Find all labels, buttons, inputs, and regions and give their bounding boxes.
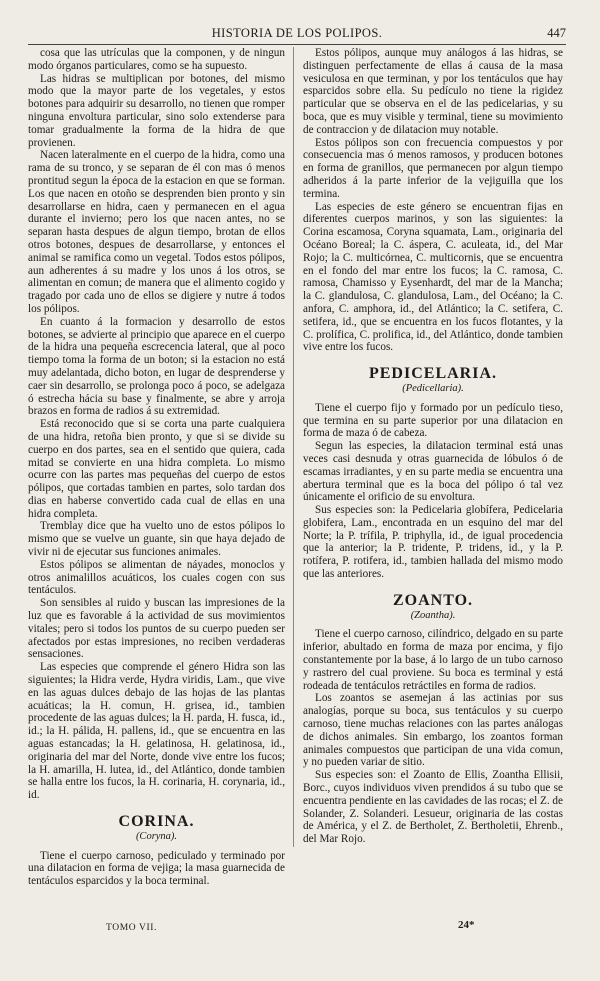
footer-signature: 24*	[458, 919, 475, 931]
paragraph: Nacen lateralmente en el cuerpo de la hidra, como una rama de su tronco, y se separan de él con mas ó menos prontitud segun la época de la estacion en que se forman. Los que nacen en otoño se desprenden bien pronto y sin desarrollarse en hidra, caen y permanecen en el agua durante el invierno; pero los que nacen antes, no se separan hasta despues de algun tiempo, brotan de ellos otros botones, despues de desarrollarse, y entonces el animal se ramifica como un vegetal. Todos estos pólipos, aun adherentes á su madre y los unos á los otros, se alimentan en comun; de manera que el alimento cogido y tragado por cada uno de ellos se digiere y nutre á todos los pólipos.	[28, 149, 285, 315]
section-latin-name: (Coryna).	[135, 830, 178, 842]
right-column	[303, 47, 563, 901]
paragraph: En cuanto á la formacion y desarrollo de estos botones, se advierte al principio que aparece en el cuerpo de la hidra una pequeña escrecencia lateral, que al poco tiempo toma la forma de un boton; si la estacion no está muy adelantada, dicho boton, en lugar de desprenderse y caer sin desarrollo, se prolonga poco á poco, se adelgaza ó estrecha hácia su base y finalmente, se abre y arroja brazos en forma de radios á su extremidad.	[28, 315, 285, 418]
paragraph: Tiene el cuerpo carnoso, pediculado y terminado por una dilatacion en forma de vejiga; la masa guarnecida de tentáculos esparcidos y la boca terminal.	[28, 849, 285, 888]
paragraph: Las especies de este género se encuentran fijas en diferentes cuerpos marinos, y son las siguientes: la Corina escamosa, Coryna squamata, Lam., originaria del Océano Boreal; la C. áspera, C. aculeata, id., del Mar Rojo; la C. multicórnea, C. multicornis, que se encuentra en el fondo del mar entre los fucos; la C. ramosa, C. ramosa, Chamisso y Eysenhardt, del mar de la Mancha; la C. glandulosa, C. glandulosa, Lam., del Océano; la C. anfora, C. amphora, id., del Atlántico; la C. setifera, C. setifera, id., que se encuentra en los fucos flotantes, y la C. prolífica, C. prolifica, id., del Atlántico, donde tambien vive entre los fucos.	[303, 200, 563, 354]
paragraph: Estos pólipos, aunque muy análogos á las hidras, se distinguen perfectamente de ellas á causa de la masa vesiculosa en que terminan, y por los tentáculos que hay esparcidos sobre ella. Su pedículo no tiene la rigidez particular que se observa en el de las pedicelarias, y su boca, que es muy visible y terminal, tiene su movimiento de contraccion y de dilatacion muy notable.	[303, 47, 563, 136]
left-column	[28, 47, 285, 901]
section-title-zoanto: ZOANTO.	[392, 591, 474, 609]
page-number: 447	[547, 26, 566, 40]
section-title-corina: CORINA.	[118, 813, 195, 831]
paragraph: Sus especies son: el Zoanto de Ellis, Zoantha Ellisii, Borc., cuyos individuos viven prendidos á su tubo que se encuentra pendiente en las cavidades de las rocas; el Z. de Solander, Z. Solanderi. Lesueur, originaria de las costas de América, y el Z. de Bertholet, Z. Bertholetii, Ehrenb., del Mar Rojo.	[303, 769, 563, 846]
paragraph: Está reconocido que si se corta una parte cualquiera de una hidra, retoña bien pronto, y que si se divide su cuerpo en dos partes, sea en el sentido que quiera, cada mitad se convierte en una hidra completa. Lo mismo ocurre con las partes mas pequeñas del cuerpo de estos pólipos, que cortadas tambien en partes, solo tardan dos dias en haberse convertido cada cual de ellas en una hidra completa.	[28, 418, 285, 520]
section-latin-name: (Pedicellaria).	[402, 382, 464, 394]
paragraph: Los zoantos se asemejan á las actinias por sus analogías, porque su boca, sus tentáculos y su cuerpo carnoso, tiene muchas relaciones con las partes análogas de dichos animales. Sin embargo, los zoantos forman animales compuestos que participan de una vida comun, y no pueden variar de sitio.	[303, 692, 563, 769]
paragraph: Estos pólipos se alimentan de náyades, monoclos y otros animalillos acuáticos, los cuales cogen con sus tentáculos.	[28, 558, 285, 597]
paragraph: Sus especies son: la Pedicelaria globífera, Pedicelaria globifera, Lam., encontrada en un esquino del mar del Norte; la P. trífila, P. triphylla, id., de igual procedencia que la anterior; la P. tridente, P. tridens, id., y la P. rotífera, P. rotifera, id., tambien hallada del mismo modo que las anteriores.	[303, 504, 563, 581]
footer-volume: TOMO VII.	[106, 923, 157, 933]
paragraph: Estos pólipos son con frecuencia compuestos y por consecuencia mas ó menos ramosos, y producen botones en forma de granillos, que permanecen por algun tiempo adheridos á la parte inferior de la vejiguilla que los termina.	[303, 136, 563, 200]
column-divider	[293, 47, 294, 847]
paragraph: Las hidras se multiplican por botones, del mismo modo que la mayor parte de los vegetales, y estos botones para adquirir su desarrollo, no tienen que romper ninguna envoltura particular, sino solo extenderse para tomar gradualmente la forma de la hidra de que provienen.	[28, 72, 285, 149]
section-title-pedicelaria: PEDICELARIA.	[368, 365, 497, 383]
section-latin-name: (Zoantha).	[410, 609, 456, 621]
running-header	[28, 26, 566, 45]
paragraph: Tiene el cuerpo carnoso, cilíndrico, delgado en su parte inferior, abultado en forma de maza por encima, y fijo constantemente por la base, á lo largo de un tubo carnoso y rastrero del cual proviene. Su boca es terminal y está rodeada de tentáculos retráctiles en forma de radios.	[303, 628, 563, 692]
paragraph: Son sensibles al ruido y buscan las impresiones de la luz que es favorable á la actividad de sus movimientos vitales; pero si todos los puntos de su cuerpo pueden ser afectados por estas impresiones, no reciben verdaderas sensaciones.	[28, 597, 285, 661]
paragraph: cosa que las utrículas que la componen, y de ningun modo órganos particulares, como se ha supuesto.	[28, 47, 285, 72]
paragraph: Segun las especies, la dilatacion terminal está unas veces casi desnuda y otras guarnecida de lóbulos ó de escamas irradiantes, y en su parte media se encuentra una abertura terminal que es la boca del pólipo ó tal vez únicamente el orificio de su envoltura.	[303, 440, 563, 504]
paragraph: Tremblay dice que ha vuelto uno de estos pólipos lo mismo que se vuelve un guante, sin que haya dejado de vivir ni de ejecutar sus funciones animales.	[28, 520, 285, 559]
running-title: HISTORIA DE LOS POLIPOS.	[211, 26, 383, 40]
paragraph: Las especies que comprende el género Hidra son las siguientes; la Hidra verde, Hydra viridis, Lam., que vive en las aguas dulces debajo de las hojas de las plantas acuáticas; la H. comun, H. grisea, id., tambien procedente de las aguas dulces; la H. parda, H. fusca, id., id.; la H. pálida, H. pallens, id., que se encuentra en las aguas estancadas; la H. gelatinosa, H. gelatinosa, id., originaria del mar del Norte, donde vive entre los fucos; la H. amarilla, H. lutea, id., del Atlántico, donde tambien se halla entre los fucos, la H. corinaria, H. corynaria, id., id.	[28, 661, 285, 802]
paragraph: Tiene el cuerpo fijo y formado por un pedículo tieso, que termina en su parte superior por una dilatacion en forma de maza ó de cabeza.	[303, 401, 563, 440]
